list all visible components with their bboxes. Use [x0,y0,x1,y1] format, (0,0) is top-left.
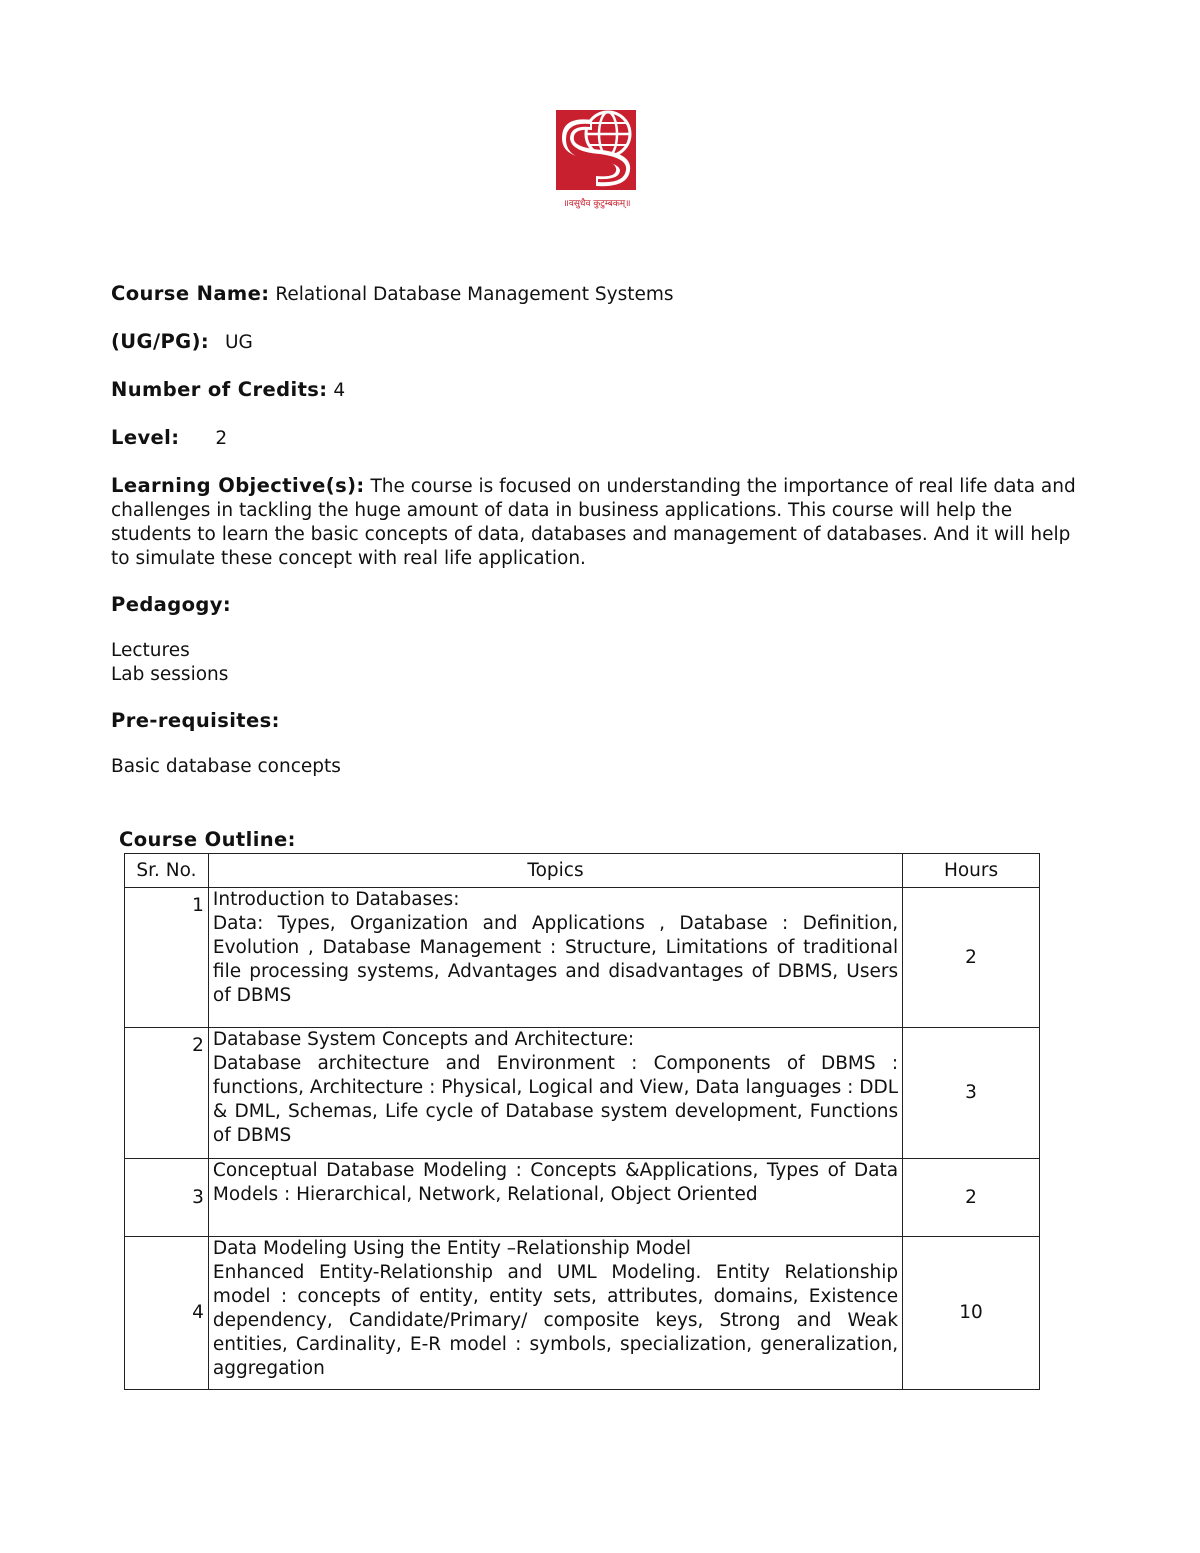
topic-cell [208,1237,902,1390]
course-details [111,282,1076,779]
hours-cell: 10 [903,1237,1040,1390]
ug-pg-label: (UG/PG): [111,330,210,353]
credits-field [111,378,1076,403]
course-name-value: Relational Database Management Systems [275,284,674,305]
pedagogy-list [111,639,1076,687]
pedagogy-heading: Pedagogy: [111,593,232,616]
level-label: Level: [111,426,180,449]
hours-cell: 3 [903,1028,1040,1159]
topic-title: Database System Concepts and Architecture: [212,1029,635,1050]
sr-no-cell: 3 [125,1159,209,1237]
learning-objective-label: Learning Objective(s): [111,474,365,497]
prerequisites-text: Basic database concepts [111,756,341,777]
table-row [125,1237,1040,1390]
topic-cell [208,888,902,1028]
list-item: Lectures [111,640,190,661]
level-field [111,426,1076,451]
table-header-row [125,854,1040,888]
ug-pg-value: UG [224,332,253,353]
credits-value: 4 [333,380,346,401]
topic-body: Conceptual Database Modeling : Concepts &Applications, Types of Data Models : Hierarchical, Network, Relational, Object Oriented [212,1160,899,1205]
topic-cell [208,1159,902,1237]
topic-cell [208,1028,902,1159]
topic-body: Data: Types, Organization and Applications , Database : Definition, Evolution , Database Management : Structure, Limitations of traditional file processing systems, Advantages and disadvantages of DBMS, Users of DBMS [212,913,899,1006]
sr-no-cell: 2 [125,1028,209,1159]
hours-cell: 2 [903,888,1040,1028]
topic-title: Data Modeling Using the Entity –Relationship Model [212,1238,692,1259]
course-name-field [111,282,1076,307]
globe-s-emblem-icon [552,108,648,212]
ug-pg-field [111,330,1076,355]
hours-header: Hours [903,854,1040,888]
table-row [125,1028,1040,1159]
sr-no-cell: 4 [125,1237,209,1390]
level-value: 2 [215,428,228,449]
university-logo [552,108,648,212]
course-outline-table [124,853,1040,1390]
course-name-label: Course Name: [111,282,270,305]
list-item: Lab sessions [111,664,229,685]
topic-title: Introduction to Databases: [212,889,460,910]
course-outline-title: Course Outline: [119,828,296,851]
topic-body: Database architecture and Environment : Components of DBMS : functions, Architecture : Physical, Logical and View, Data languages : DDL & DML, Schemas, Life cycle of Database system development, Functions of DBMS [212,1053,899,1146]
sr-no-header: Sr. No. [125,854,209,888]
table-row [125,1159,1040,1237]
prerequisites-heading: Pre-requisites: [111,709,280,732]
learning-objective [111,474,1076,571]
topic-body: Enhanced Entity-Relationship and UML Modeling. Entity Relationship model : concepts of entity, entity sets, attributes, domains, Existence dependency, Candidate/Primary/ composite keys, Strong and Weak entities, Cardinality, E-R model : symbols, specialization, generalization, aggregation [212,1262,899,1379]
sr-no-cell: 1 [125,888,209,1028]
hours-cell: 2 [903,1159,1040,1237]
topics-header: Topics [208,854,902,888]
learning-objective-text: The course is focused on understanding the importance of real life data and challenges in tackling the huge amount of data in business applications. This course will help the students to learn the basic concepts of data, databases and management of databases. And it will help to simulate these concept with real life application. [111,476,1076,569]
credits-label: Number of Credits: [111,378,328,401]
logo-motto: ॥वसुधैव कुटुम्बकम्॥ [563,199,631,209]
table-row [125,888,1040,1028]
